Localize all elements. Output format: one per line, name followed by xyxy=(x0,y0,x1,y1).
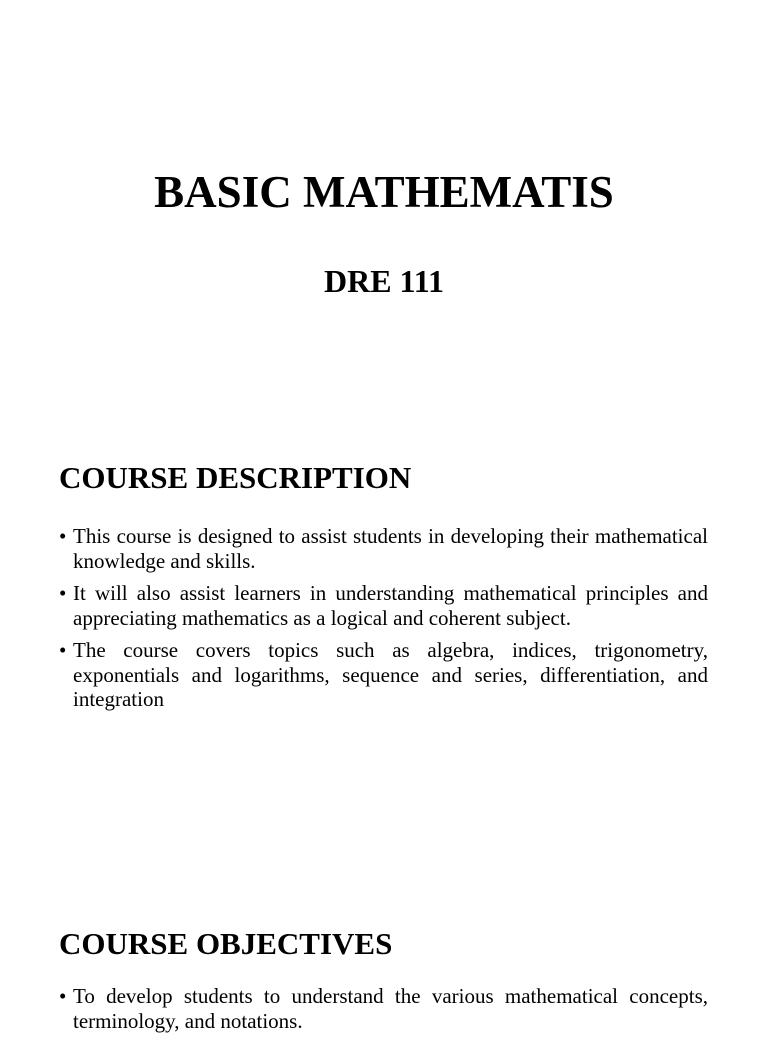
list-item xyxy=(59,638,708,712)
course-description-heading: COURSE DESCRIPTION xyxy=(59,460,412,495)
bullet-icon: • xyxy=(59,984,67,1008)
bullet-icon: • xyxy=(59,581,67,605)
document-title: BASIC MATHEMATIS xyxy=(154,167,614,217)
bullet-icon: • xyxy=(59,638,67,662)
course-objectives-list xyxy=(59,984,708,1041)
list-item-text: To develop students to understand the various mathematical concepts, terminology, and notations. xyxy=(73,984,708,1033)
course-code: DRE 111 xyxy=(323,263,445,299)
course-description-list xyxy=(59,524,708,720)
list-item-text: The course covers topics such as algebra, indices, trigonometry, exponentials and logarithms, sequence and series, differentiation, and integration xyxy=(73,638,708,711)
list-item xyxy=(59,984,708,1033)
bullet-icon: • xyxy=(59,524,67,548)
list-item-text: It will also assist learners in understanding mathematical principles and appreciating mathematics as a logical and coherent subject. xyxy=(73,581,708,630)
list-item xyxy=(59,524,708,573)
list-item xyxy=(59,581,708,630)
list-item-text: This course is designed to assist students in developing their mathematical knowledge and skills. xyxy=(73,524,708,573)
course-objectives-heading: COURSE OBJECTIVES xyxy=(59,926,393,961)
